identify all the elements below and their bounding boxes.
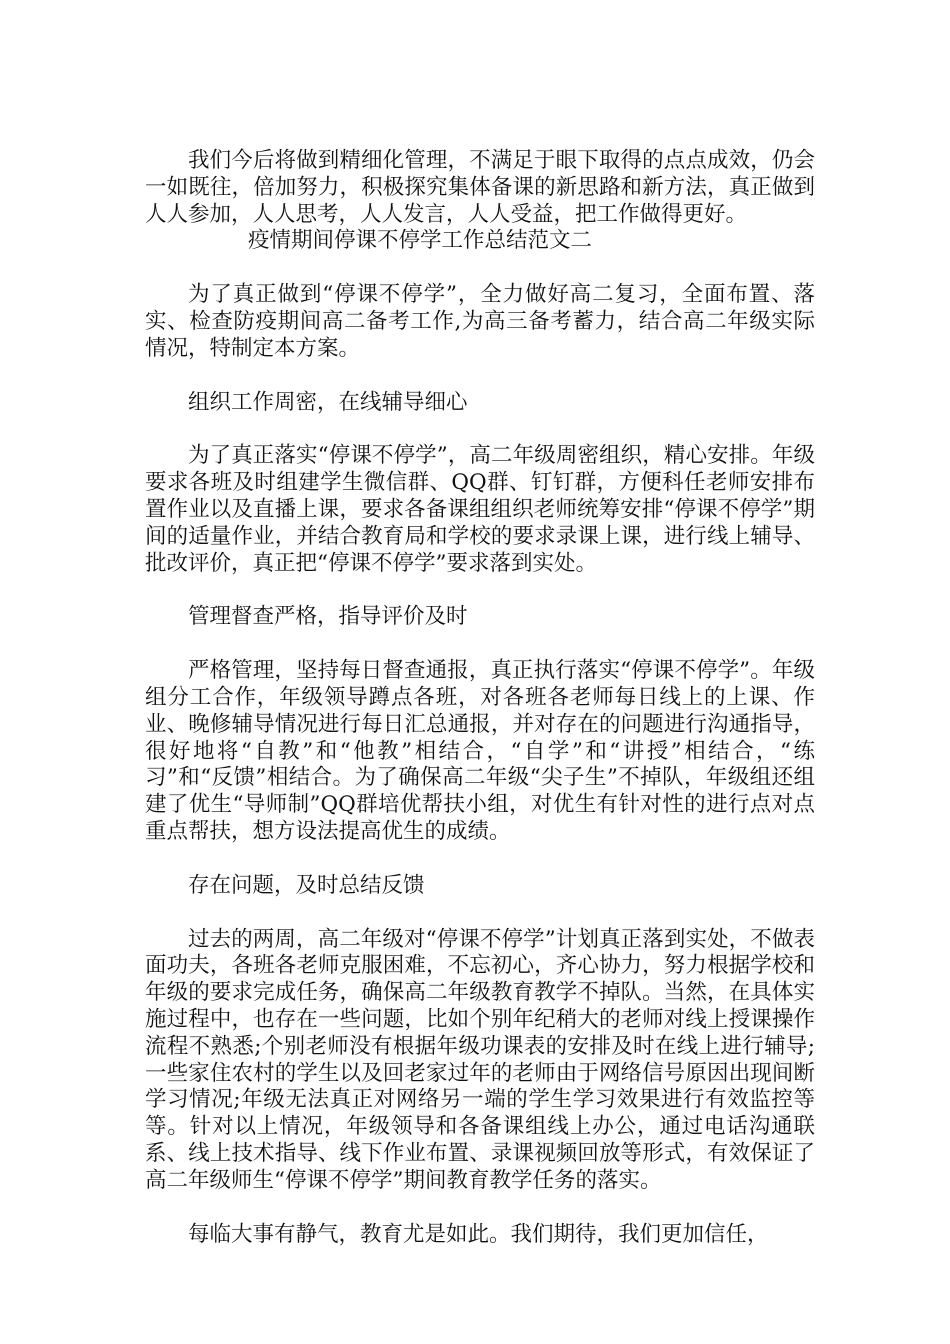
spacer [145,1195,815,1222]
subheading-problems: 存在问题，及时总结反馈 [188,872,425,898]
subheading-management: 管理督查严格，指导评价及时 [188,604,468,630]
paragraph-intro: 为了真正做到“停课不停学”，全力做好高二复习，全面布置、落实、检查防疫期间高二备考工作,为高三备考蓄力，结合高二年级实际情况，特制定本方案。 [145,282,815,361]
paragraph-conclusion: 每临大事有静气，教育尤是如此。我们期待，我们更加信任， [188,1221,769,1247]
document-body [145,148,815,1248]
paragraph-management: 严格管理，坚持每日督查通报，真正执行落实“停课不停学”。年级组分工合作，年级领导蹲点各班，对各班各老师每日线上的上课、作业、晚修辅导情况进行每日汇总通报，并对存在的问题进行沟通指导，很好地将“自教”和“他教”相结合，“自学”和“讲授”相结合，“练习”和“反馈”相结合。为了确保高二年级“尖子生”不掉队，年级组还组建了优生“导师制”QQ群培优帮扶小组，对优生有针对性的进行点对点重点帮扶，想方设法提高优生的成绩。 [145,658,815,844]
subheading-organization: 组织工作周密，在线辅导细心 [188,389,468,415]
paragraph-problems: 过去的两周，高二年级对“停课不停学”计划真正落到实处，不做表面功夫，各班各老师克服困难，不忘初心，齐心协力，努力根据学校和年级的要求完成任务，确保高二年级教育教学不掉队。当然，在具体实施过程中，也存在一些问题，比如个别年纪稍大的老师对线上授课操作流程不熟悉;个别老师没有根据年级功课表的安排及时在线上进行辅导;一些家住农村的学生以及回老家过年的老师由于网络信号原因出现间断学习情况;年级无法真正对网络另一端的学生学习效果进行有效监控等等。针对以上情况，年级领导和各备课组线上办公，通过电话沟通联系、线上技术指导、线下作业布置、录课视频回放等形式，有效保证了高二年级师生“停课不停学”期间教育教学任务的落实。 [145,926,815,1193]
section-title: 疫情期间停课不停学工作总结范文二 [248,228,593,254]
spacer [145,255,815,282]
spacer [145,900,815,927]
spacer [145,631,815,658]
paragraph-organization: 为了真正落实“停课不停学”，高二年级周密组织，精心安排。年级要求各班及时组建学生微信群、QQ群、钉钉群，方便科任老师安排布置作业以及直播上课，要求各备课组组织老师统筹安排“停课不停学”期间的适量作业，并结合教育局和学校的要求录课上课，进行线上辅导、批改评价，真正把“停课不停学”要求落到实处。 [145,443,815,576]
spacer [145,416,815,443]
spacer [145,577,815,604]
spacer [145,846,815,873]
spacer [145,363,815,390]
paragraph-closing-summary: 我们今后将做到精细化管理，不满足于眼下取得的点点成效，仍会一如既往，倍加努力，积极探究集体备课的新思路和新方法，真正做到人人参加，人人思考，人人发言，人人受益，把工作做得更好。 [145,148,815,227]
